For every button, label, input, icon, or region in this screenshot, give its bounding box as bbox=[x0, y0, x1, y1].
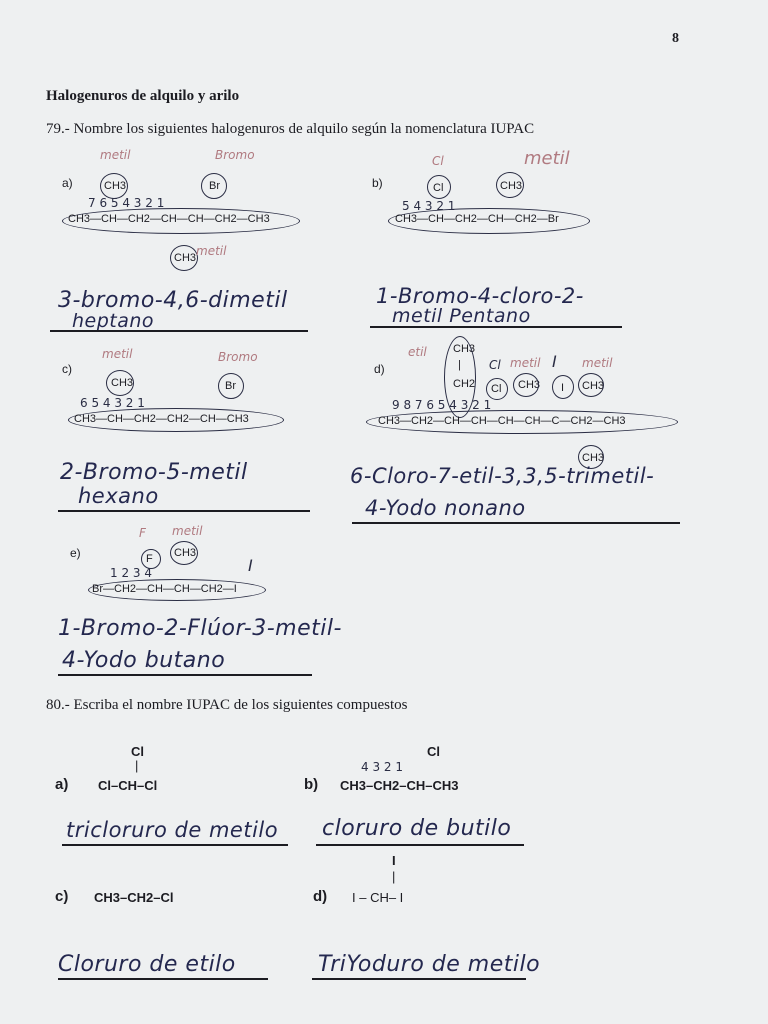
q79-d-answer-2: 4-Yodo nonano bbox=[365, 496, 526, 520]
q79-a-answer-line bbox=[50, 330, 308, 332]
q79-e-label: e) bbox=[70, 546, 81, 560]
q79-d-circle-cl bbox=[486, 378, 508, 400]
q79-d-sub-6: CH3 bbox=[582, 380, 605, 392]
q79-a-chain: CH3—CH—CH2—CH—CH—CH2—CH3 bbox=[68, 213, 270, 225]
q79-d-sub-bottom: CH3 bbox=[582, 452, 605, 464]
q79-e-circle-ch3 bbox=[170, 541, 198, 565]
q79-b-note-1: Cl bbox=[432, 154, 444, 168]
q80-d-formula: I – CH– I bbox=[352, 890, 404, 905]
q79-a-note-2: Bromo bbox=[215, 148, 255, 162]
q79-e-note-2: metil bbox=[172, 524, 203, 538]
q79-a-sub-top-2: Br bbox=[209, 180, 220, 192]
q79-c-answer-line bbox=[58, 510, 310, 512]
q80-d-top: I bbox=[392, 853, 396, 868]
q79-e-numbers: 1 2 3 4 bbox=[110, 566, 152, 580]
q79-c-note-2: Bromo bbox=[218, 350, 258, 364]
q80-c-formula: CH3–CH2–Cl bbox=[94, 890, 174, 905]
q79-e-answer-2: 4-Yodo butano bbox=[62, 648, 226, 673]
q79-e-answer-line bbox=[58, 674, 312, 676]
q80-b-label: b) bbox=[304, 776, 319, 793]
q80-d-bond: | bbox=[392, 869, 396, 884]
q80-a-top: Cl bbox=[131, 744, 144, 759]
q79-a-circle-2 bbox=[201, 173, 227, 199]
q79-b-label: b) bbox=[372, 176, 383, 190]
q80-a-label: a) bbox=[55, 776, 69, 793]
q79-d-answer-line bbox=[352, 522, 680, 524]
q79-e-answer-1: 1-Bromo-2-Flúor-3-metil- bbox=[58, 616, 342, 641]
q79-a-sub-bottom: CH3 bbox=[174, 252, 197, 264]
q79-a-circle-3 bbox=[170, 245, 198, 271]
q79-d-note-2: Cl bbox=[489, 358, 501, 372]
q79-d-chain: CH3—CH2—CH—CH—CH—CH—C—CH2—CH3 bbox=[378, 415, 626, 427]
q79-c-note-1: metil bbox=[102, 347, 133, 361]
q80-d-label: d) bbox=[313, 888, 328, 905]
q80-a-answer-line bbox=[62, 844, 288, 846]
q79-c-label: c) bbox=[62, 362, 72, 376]
q80-c-answer-line bbox=[58, 978, 268, 980]
q79-a-note-3: metil bbox=[196, 244, 227, 258]
q80-b-top: Cl bbox=[427, 744, 440, 759]
q79-d-sub-2: CH2 bbox=[453, 378, 476, 390]
q80-c-answer: Cloruro de etilo bbox=[58, 952, 236, 977]
q80-b-answer-line bbox=[316, 844, 524, 846]
q79-b-answer-line bbox=[370, 326, 622, 328]
q79-b-circle-1 bbox=[427, 175, 451, 199]
q80-a-formula: Cl–CH–Cl bbox=[98, 778, 158, 793]
q79-b-answer-2: metil Pentano bbox=[392, 305, 531, 327]
q79-a-numbers: 7 6 5 4 3 2 1 bbox=[88, 196, 165, 210]
q80-c-label: c) bbox=[55, 888, 69, 905]
q79-b-chain: CH3—CH—CH2—CH—CH2—Br bbox=[395, 213, 559, 225]
q79-a-answer-2: heptano bbox=[72, 310, 155, 332]
q79-a-answer-1: 3-bromo-4,6-dimetil bbox=[58, 288, 288, 313]
q79-d-circle-ch3-2 bbox=[578, 373, 604, 397]
q79-c-sub-top-1: CH3 bbox=[111, 377, 134, 389]
q79-e-sub-top-2: CH3 bbox=[174, 547, 197, 559]
q79-d-circle-ch3 bbox=[513, 373, 539, 397]
q79-c-numbers: 6 5 4 3 2 1 bbox=[80, 396, 145, 410]
q79-b-numbers: 5 4 3 2 1 bbox=[402, 199, 456, 213]
page-number: 8 bbox=[672, 31, 679, 46]
q79-d-note-5: metil bbox=[582, 356, 613, 370]
q79-d-numbers: 9 8 7 6 5 4 3 2 1 bbox=[392, 398, 492, 412]
question-79-prompt: 79.- Nombre los siguientes halogenuros de alquilo según la nomenclatura IUPAC bbox=[46, 121, 535, 137]
q79-d-sub-4: CH3 bbox=[518, 379, 541, 391]
q79-c-answer-2: hexano bbox=[78, 484, 159, 508]
q79-b-sub-top-1: Cl bbox=[433, 182, 444, 194]
q79-c-answer-1: 2-Bromo-5-metil bbox=[60, 460, 248, 485]
question-80-prompt: 80.- Escriba el nombre IUPAC de los siguientes compuestos bbox=[46, 697, 408, 713]
q79-d-sub-5: I bbox=[561, 382, 565, 394]
q79-d-note-1: etil bbox=[408, 345, 427, 359]
q80-a-bond: | bbox=[135, 758, 139, 773]
q79-d-sub-3: Cl bbox=[491, 383, 502, 395]
q79-d-answer-1: 6-Cloro-7-etil-3,3,5-trimetil- bbox=[350, 464, 655, 488]
q80-a-answer: tricloruro de metilo bbox=[66, 818, 279, 842]
q80-d-answer: TriYoduro de metilo bbox=[318, 952, 541, 977]
q79-e-note-3: I bbox=[248, 556, 253, 575]
q79-d-note-4: I bbox=[552, 352, 557, 371]
q79-a-label: a) bbox=[62, 176, 73, 190]
q79-b-answer-1: 1-Bromo-4-cloro-2- bbox=[376, 284, 584, 308]
q79-e-note-1: F bbox=[139, 526, 146, 540]
q79-d-bond-1: | bbox=[458, 359, 461, 371]
q79-d-note-3: metil bbox=[510, 356, 541, 370]
q79-d-label: d) bbox=[374, 362, 385, 376]
q79-b-sub-top-2: CH3 bbox=[500, 180, 523, 192]
q80-b-numbers: 4 3 2 1 bbox=[361, 760, 403, 774]
q80-b-answer: cloruro de butilo bbox=[322, 816, 512, 841]
q79-d-sub-1: CH3 bbox=[453, 343, 476, 355]
q79-d-circle-i bbox=[552, 375, 574, 399]
q80-d-answer-line bbox=[312, 978, 526, 980]
q79-c-sub-top-2: Br bbox=[225, 380, 236, 392]
q79-a-sub-top-1: CH3 bbox=[104, 180, 127, 192]
q79-e-sub-top-1: F bbox=[146, 553, 153, 565]
q79-e-chain: Br—CH2—CH—CH—CH2—I bbox=[92, 583, 237, 595]
q79-b-circle-2 bbox=[496, 172, 524, 198]
q79-b-note-2: metil bbox=[524, 148, 570, 169]
q79-c-circle-2 bbox=[218, 373, 244, 399]
section-title: Halogenuros de alquilo y arilo bbox=[46, 88, 240, 104]
q79-a-note-1: metil bbox=[100, 148, 131, 162]
q79-c-circle-1 bbox=[106, 370, 134, 396]
q79-c-chain: CH3—CH—CH2—CH2—CH—CH3 bbox=[74, 413, 249, 425]
q80-b-formula: CH3–CH2–CH–CH3 bbox=[340, 778, 459, 793]
